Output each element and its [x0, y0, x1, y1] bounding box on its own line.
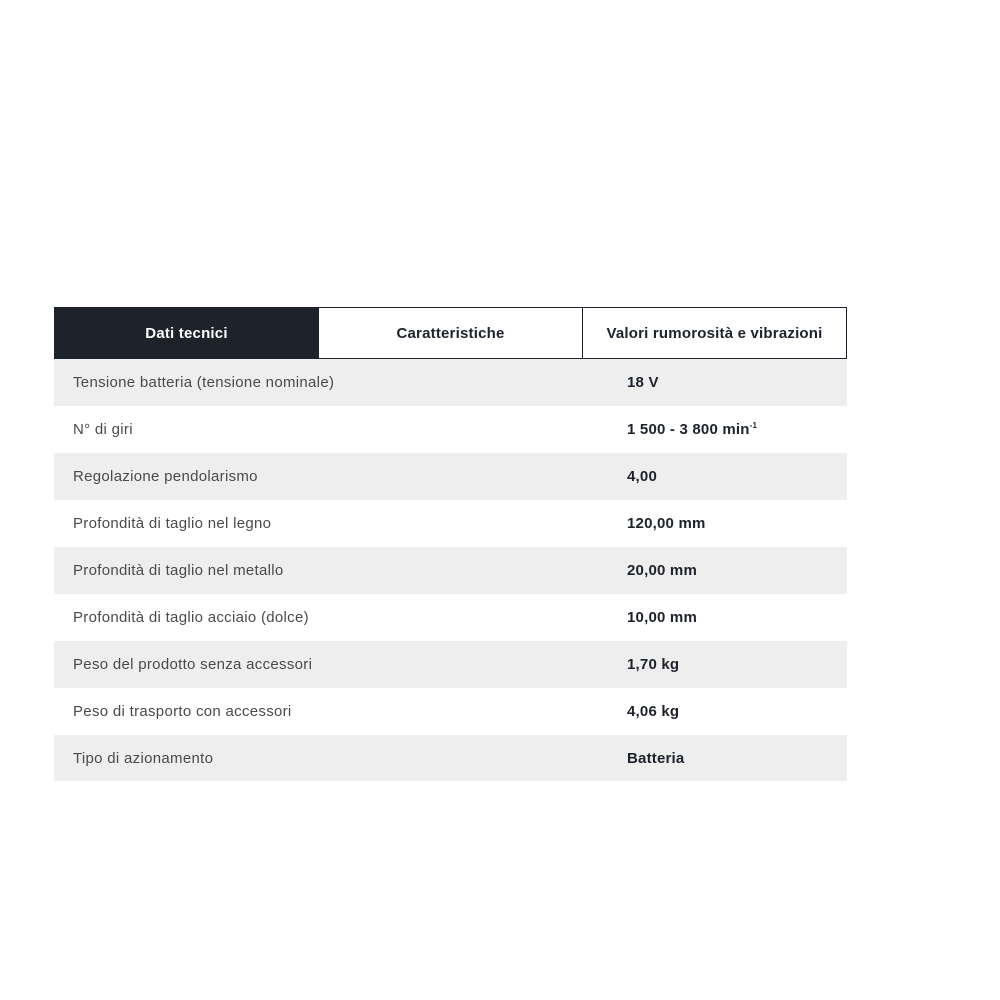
spec-row-pendolarismo — [54, 453, 847, 500]
spec-label: N° di giri — [73, 421, 133, 438]
technical-data-panel — [54, 307, 847, 781]
spec-value: 1 500 - 3 800 min — [627, 421, 750, 438]
spec-value: Batteria — [627, 749, 685, 767]
spec-value: 1,70 kg — [627, 656, 680, 673]
tab-valori-rumorosita[interactable]: Valori rumorosità e vibrazioni — [583, 307, 847, 359]
spec-value-wrapper — [609, 421, 847, 438]
spec-value: 4,06 kg — [627, 703, 680, 720]
spec-row-taglio-metallo — [54, 547, 847, 594]
spec-row-azionamento — [54, 735, 847, 781]
spec-label: Tensione batteria (tensione nominale) — [73, 374, 335, 391]
spec-label: Profondità di taglio nel metallo — [73, 562, 284, 579]
spec-label: Profondità di taglio acciaio (dolce) — [73, 609, 309, 626]
spec-value: 18 V — [627, 374, 659, 391]
tab-bar — [54, 307, 847, 359]
tab-dati-tecnici[interactable]: Dati tecnici — [54, 307, 319, 359]
spec-row-peso-trasporto — [54, 688, 847, 735]
spec-label: Peso del prodotto senza accessori — [73, 656, 313, 673]
spec-label: Peso di trasporto con accessori — [73, 703, 292, 720]
spec-value-exponent: -1 — [749, 421, 758, 430]
spec-label: Regolazione pendolarismo — [73, 468, 258, 485]
spec-label: Profondità di taglio nel legno — [73, 515, 272, 532]
spec-row-tensione-batteria — [54, 359, 847, 406]
spec-value: 4,00 — [627, 468, 657, 485]
spec-label: Tipo di azionamento — [73, 749, 214, 767]
spec-table — [54, 359, 847, 781]
spec-row-taglio-legno — [54, 500, 847, 547]
spec-row-taglio-acciaio — [54, 594, 847, 641]
spec-row-numero-giri — [54, 406, 847, 453]
spec-value: 10,00 mm — [627, 609, 697, 626]
spec-value: 120,00 mm — [627, 515, 706, 532]
tab-caratteristiche[interactable]: Caratteristiche — [319, 307, 583, 359]
spec-value: 20,00 mm — [627, 562, 697, 579]
spec-row-peso-prodotto — [54, 641, 847, 688]
